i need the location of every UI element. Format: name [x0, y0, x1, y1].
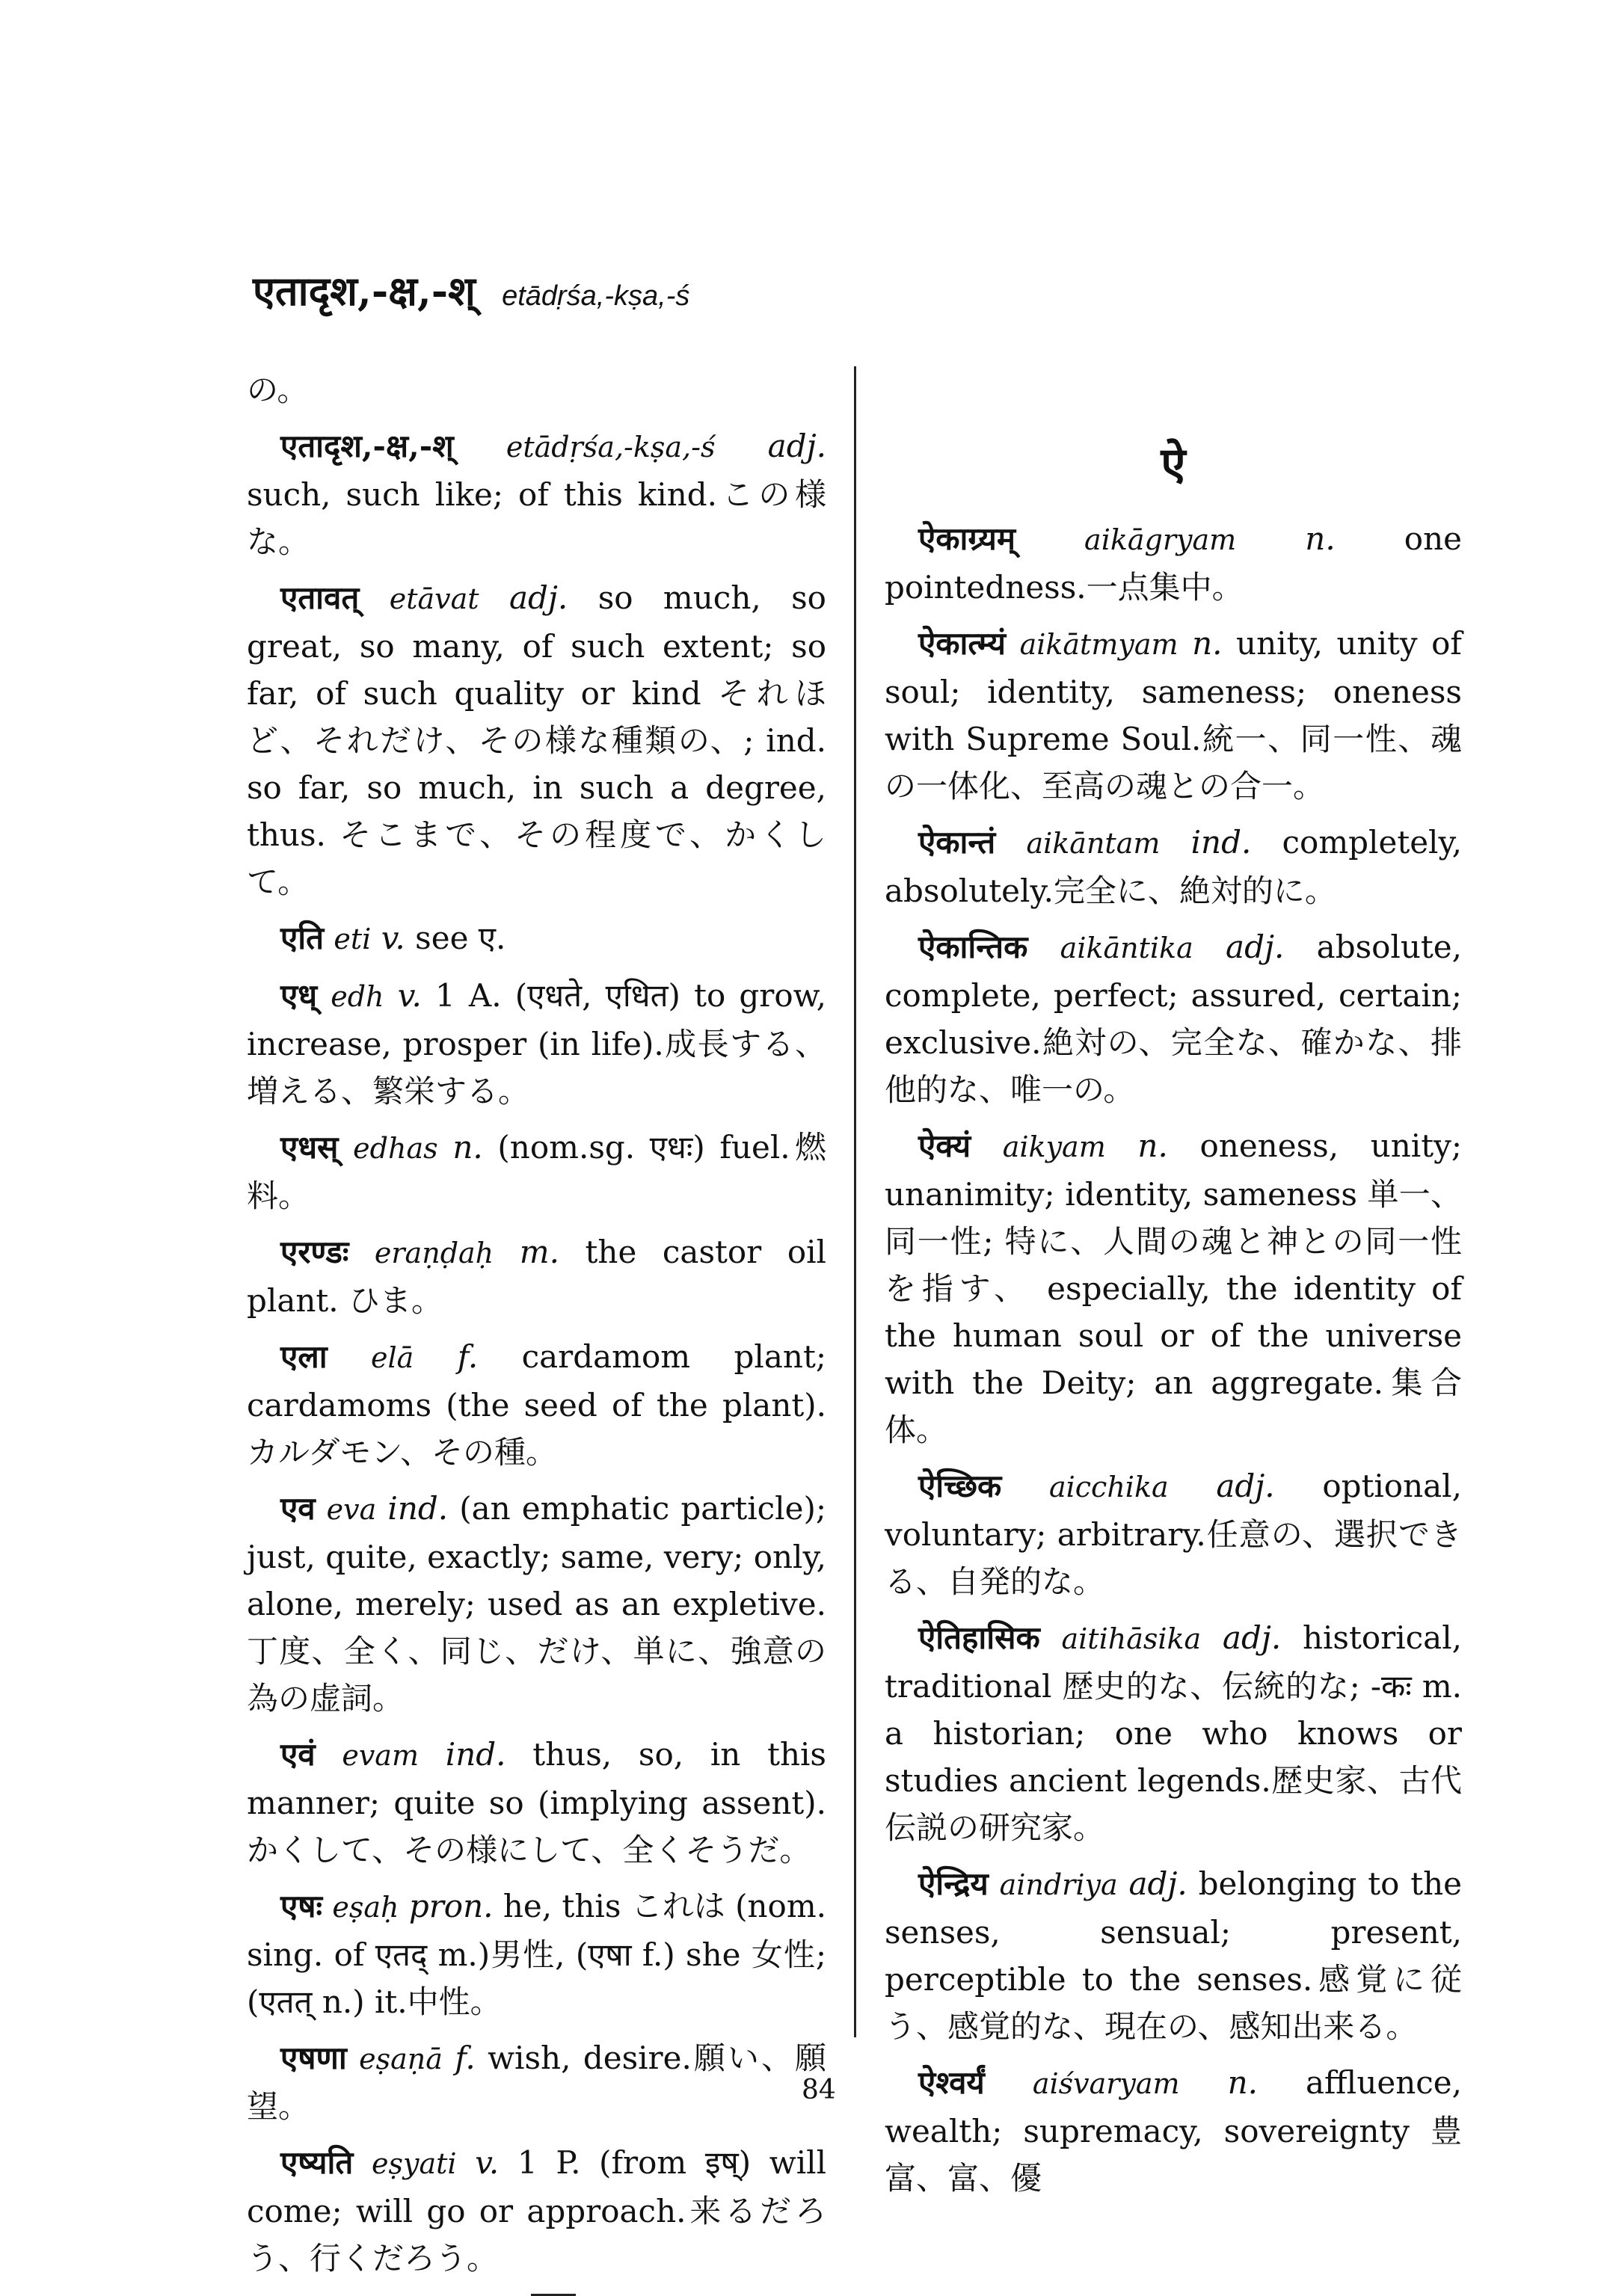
entry-transliteration: aikāgryam — [1084, 523, 1237, 556]
entry-grammar-label: pron. — [408, 1888, 494, 1924]
entry-headword: ऐकान्तिक — [918, 929, 1028, 965]
entry-headword: एति — [280, 920, 325, 956]
entry-grammar-label: n. — [1305, 520, 1336, 557]
entry-headword: ऐकात्म्यं — [918, 625, 1007, 662]
entry-definition: oneness, unity; unanimity; identity, sameness 単一、同一性; 特に、人間の魂と神との同一性を指す、 especially, the identity of the human soul or of the universe with the Deity; an aggregate.集合体。 — [885, 1127, 1462, 1448]
section-letter: ऐ — [1161, 438, 1186, 490]
entry-grammar-label: n. — [452, 1129, 483, 1166]
entry-grammar-label: f. — [455, 2040, 476, 2076]
entry-headword: एव — [280, 1490, 316, 1527]
dictionary-entry — [247, 2139, 826, 2282]
entry-transliteration: eṣaḥ — [332, 1891, 399, 1924]
entry-transliteration: elā — [371, 1341, 414, 1374]
entry-headword: ऐक्यं — [918, 1127, 971, 1164]
entry-headword: एषः — [280, 1888, 322, 1924]
dictionary-entry — [885, 1614, 1462, 1851]
entry-transliteration: edhas — [353, 1132, 438, 1165]
header-transliteration: etādṛśa,-kṣa,-ś — [502, 280, 690, 312]
entry-grammar-label: v. — [475, 2144, 500, 2181]
entry-headword: ऐतिहासिक — [918, 1619, 1040, 1656]
continuation-text: の。 — [247, 372, 309, 408]
entry-definition: thus, so, in this manner; quite so (implying assent). かくして、その様にして、全くそうだ。 — [247, 1736, 826, 1868]
entry-headword: एरण्डः — [280, 1234, 349, 1270]
entry-definition: 1 A. (एधते, एधित) to grow, increase, prosper (in life).成長する、増える、繁栄する。 — [247, 977, 826, 1109]
entry-grammar-label: adj. — [1226, 929, 1285, 965]
entry-definition: 1 P. (from इष्) will come; will go or approach.来るだろう、行くだろう。 — [247, 2144, 826, 2277]
entry-headword: एधस् — [280, 1129, 339, 1166]
entry-transliteration: edh — [331, 980, 384, 1013]
dictionary-entry — [885, 2059, 1462, 2202]
entry-headword: ऐकाग्र्यम् — [918, 520, 1015, 557]
dictionary-entry — [247, 1333, 826, 1476]
entry-definition: wish, desire.願い、願望。 — [247, 2040, 826, 2125]
header-headword: एतादृश,-क्ष,-श् — [253, 267, 476, 315]
entry-headword: ऐन्द्रिय — [918, 1865, 989, 1902]
entry-headword: एध् — [280, 977, 318, 1014]
entry-definition: optional, voluntary; arbitrary.任意の、選択できる、自発的な。 — [885, 1468, 1462, 1600]
dictionary-entry — [885, 1462, 1462, 1605]
dictionary-entry — [247, 1124, 826, 1219]
entry-headword: एतादृश,-क्ष,-श् — [280, 428, 454, 464]
entry-grammar-label: n. — [1227, 2064, 1258, 2101]
entry-grammar-label: n. — [1192, 625, 1223, 662]
entry-grammar-label: v. — [381, 920, 405, 956]
entry-definition: (an emphatic particle); just, quite, exactly; same, very; only, alone, merely; used as an expletive. 丁度、全く、同じ、だけ、単に、強意の為の虚詞。 — [247, 1490, 826, 1717]
entry-transliteration: aikyam — [1002, 1130, 1106, 1163]
entry-definition: affluence, wealth; supremacy, sovereignty 豊富、富、優 — [885, 2064, 1463, 2197]
dictionary-entry — [247, 972, 826, 1115]
entry-transliteration: eti — [334, 923, 372, 955]
entry-definition: one pointedness.一点集中。 — [885, 520, 1462, 606]
entry-transliteration: evam — [342, 1739, 419, 1772]
entry-headword: एतावत् — [280, 579, 360, 616]
dictionary-entry — [885, 515, 1462, 611]
left-entry-list — [247, 422, 826, 2282]
entry-grammar-label: n. — [1137, 1127, 1168, 1164]
entry-headword: ऐकान्तं — [918, 824, 996, 861]
entry-definition: belonging to the senses, sensual; present, perceptible to the senses.感覚に従う、感覚的な、現在の、感知出来る。 — [885, 1865, 1462, 2045]
dictionary-entry — [885, 1860, 1462, 2050]
left-column — [247, 366, 826, 2296]
entry-transliteration: aikātmyam — [1019, 628, 1179, 661]
entry-grammar-label: v. — [397, 977, 422, 1014]
entry-transliteration: etādṛśa,-kṣa,-ś — [506, 431, 716, 464]
entry-transliteration: aikāntika — [1060, 932, 1193, 964]
entry-definition: so much, so great, so many, of such extent; so far, of such quality or kind それほど、それだけ、その様な種類の、; ind. so far, so much, in such a degree, thus. そこまで、その程度で、かくして。 — [247, 579, 826, 900]
entry-headword: एषणा — [280, 2040, 347, 2076]
dictionary-entry — [247, 914, 826, 963]
entry-definition: the castor oil plant. ひま。 — [247, 1234, 826, 1319]
entry-transliteration: aiśvaryam — [1032, 2067, 1180, 2100]
entry-grammar-label: f. — [457, 1338, 479, 1375]
entry-grammar-label: ind. — [387, 1490, 449, 1527]
entry-transliteration: eṣyati — [371, 2147, 457, 2180]
entry-transliteration: aicchika — [1048, 1471, 1169, 1504]
page-number: 84 — [802, 2075, 836, 2105]
entry-transliteration: etāvat — [389, 582, 479, 615]
entry-headword: एवं — [280, 1736, 316, 1773]
entry-grammar-label: m. — [519, 1234, 559, 1270]
entry-definition: absolute, complete, perfect; assured, certain; exclusive.絶対の、完全な、確かな、排他的な、唯一の。 — [885, 929, 1462, 1108]
entry-transliteration: eraṇḍaḥ — [374, 1237, 494, 1269]
dictionary-entry — [247, 574, 826, 905]
entry-transliteration: aitihāsika — [1061, 1622, 1202, 1655]
entry-transliteration: aikāntam — [1026, 827, 1161, 860]
entry-definition: unity, unity of soul; identity, sameness; oneness with Supreme Soul.統一、同一性、魂の一体化、至高の魂との合一。 — [885, 625, 1462, 804]
dictionary-entry — [247, 1485, 826, 1722]
entry-definition: cardamom plant; cardamoms (the seed of the plant).カルダモン、その種。 — [247, 1338, 826, 1471]
entry-definition: see ए. — [415, 920, 506, 956]
entry-grammar-label: adj. — [508, 579, 568, 616]
right-column — [885, 438, 1463, 2211]
right-entry-list — [885, 515, 1462, 2202]
entry-definition: such, such like; of this kind.この様な。 — [247, 476, 826, 560]
entry-definition: he, this これは (nom. sing. of एतद् m.)男性, (एषा f.) she 女性; (एतत् n.) it.中性。 — [247, 1888, 826, 2020]
entry-grammar-label: ind. — [1190, 824, 1252, 861]
entry-transliteration: eṣaṇā — [359, 2043, 443, 2075]
entry-definition: completely, absolutely.完全に、絶対的に。 — [885, 824, 1462, 909]
running-header — [253, 267, 690, 315]
entry-grammar-label: adj. — [1216, 1468, 1275, 1504]
dictionary-entry — [247, 2034, 826, 2130]
entry-grammar-label: adj. — [767, 428, 826, 464]
dictionary-entry — [885, 1122, 1462, 1453]
entry-transliteration: aindriya — [999, 1868, 1118, 1901]
entry-definition: historical, traditional 歴史的な、伝統的な; -कः m. a historian; one who knows or studies ancient legends.歴史家、古代伝説の研究家。 — [885, 1619, 1462, 1846]
entry-headword: ऐच्छिक — [918, 1468, 1002, 1504]
entry-grammar-label: ind. — [445, 1736, 506, 1773]
entry-grammar-label: adj. — [1222, 1619, 1282, 1656]
dictionary-entry — [247, 422, 826, 565]
dictionary-entry — [247, 1228, 826, 1324]
entry-grammar-label: adj. — [1128, 1865, 1187, 1902]
entry-headword: ऐश्वर्यं — [918, 2064, 985, 2101]
entry-headword: एला — [280, 1338, 328, 1375]
dictionary-entry — [885, 923, 1462, 1113]
entry-definition: (nom.sg. एधः) fuel.燃料。 — [247, 1129, 826, 1214]
column-divider — [854, 366, 856, 2037]
dictionary-entry — [247, 1731, 826, 1874]
entry-headword: एष्यति — [280, 2144, 354, 2181]
dictionary-entry — [247, 1883, 826, 2025]
dictionary-entry — [885, 620, 1462, 810]
dictionary-entry — [885, 819, 1462, 914]
entry-transliteration: eva — [326, 1493, 377, 1526]
